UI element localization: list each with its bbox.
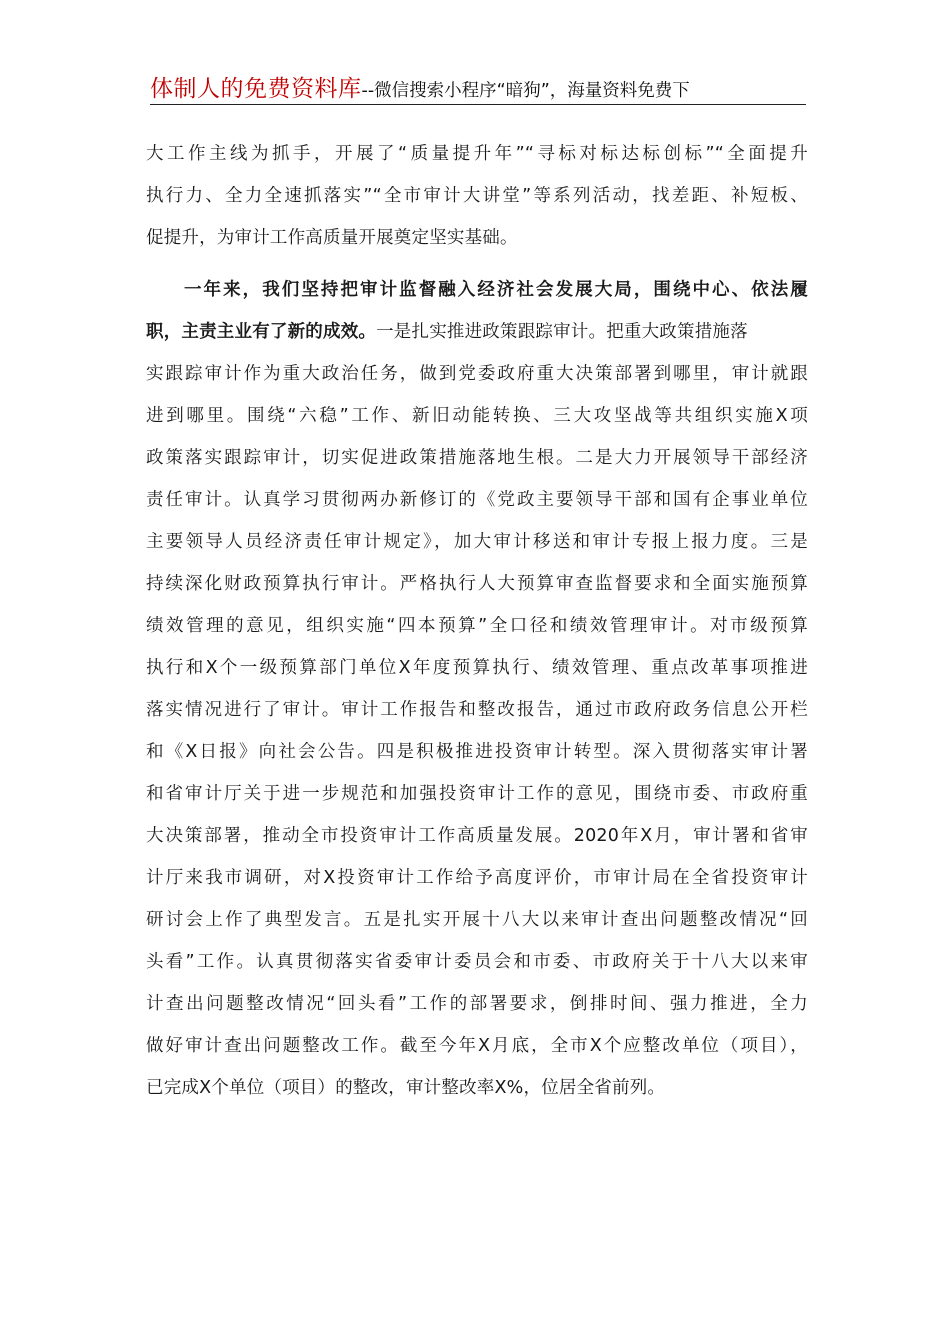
inline-text: 一是扎实推进政策跟踪审计。把重大政策措施落 [376,322,748,342]
paragraph-line: 执行力、全力全速抓落实”“全市审计大讲堂”等系列活动，找差距、补短板、 [146,186,808,206]
paragraph-line: 实跟踪审计作为重大政治任务，做到党委政府重大决策部署到哪里，审计就跟 [146,364,808,384]
paragraph-line: 大工作主线为抓手，开展了“质量提升年”“寻标对标达标创标”“全面提升 [146,144,808,164]
paragraph-line: 已完成X个单位（项目）的整改，审计整改率X%，位居全省前列。 [146,1078,666,1098]
paragraph-line: 头看”工作。认真贯彻落实省委审计委员会和市委、市政府关于十八大以来审 [146,952,808,972]
paragraph-line: 政策落实跟踪审计，切实促进政策措施落地生根。二是大力开展领导干部经济 [146,448,808,468]
paragraph-line: 大决策部署，推动全市投资审计工作高质量发展。2020年X月，审计署和省审 [146,826,808,846]
paragraph-line: 计厅来我市调研，对X投资审计工作给予高度评价，市审计局在全省投资审计 [146,868,808,888]
paragraph-line: 落实情况进行了审计。审计工作报告和整改报告，通过市政府政务信息公开栏 [146,700,808,720]
bold-lead: 职，主责主业有了新的成效。 [146,322,377,342]
paragraph-line: 主要领导人员经济责任审计规定》，加大审计移送和审计专报上报力度。三是 [146,532,808,552]
paragraph-line: 计查出问题整改情况“回头看”工作的部署要求，倒排时间、强力推进，全力 [146,994,808,1014]
paragraph-line: 进到哪里。围绕“六稳”工作、新旧动能转换、三大攻坚战等共组织实施X项 [146,406,808,426]
paragraph-line: 促提升，为审计工作高质量开展奠定坚实基础。 [146,228,518,248]
page-header [150,70,806,105]
header-tagline: --微信搜索小程序“暗狗”，海量资料免费下 [361,81,690,101]
paragraph-line: 责任审计。认真学习贯彻两办新修订的《党政主要领导干部和国有企事业单位 [146,490,808,510]
paragraph-line: 绩效管理的意见，组织实施“四本预算”全口径和绩效管理审计。对市级预算 [146,616,808,636]
paragraph-line [146,318,808,343]
paragraph-line: 和省审计厅关于进一步规范和加强投资审计工作的意见，围绕市委、市政府重 [146,784,808,804]
header-brand: 体制人的免费资料库 [150,76,362,102]
paragraph-line: 执行和X个一级预算部门单位X年度预算执行、绩效管理、重点改革事项推进 [146,658,808,678]
paragraph-line: 研讨会上作了典型发言。五是扎实开展十八大以来审计查出问题整改情况“回 [146,910,808,930]
paragraph-line: 一年来，我们坚持把审计监督融入经济社会发展大局，围绕中心、依法履 [184,280,808,300]
paragraph-line: 持续深化财政预算执行审计。严格执行人大预算审查监督要求和全面实施预算 [146,574,808,594]
paragraph-line: 和《X日报》向社会公告。四是积极推进投资审计转型。深入贯彻落实审计署 [146,742,808,762]
paragraph-line: 做好审计查出问题整改工作。截至今年X月底，全市X个应整改单位（项目）， [146,1036,808,1056]
